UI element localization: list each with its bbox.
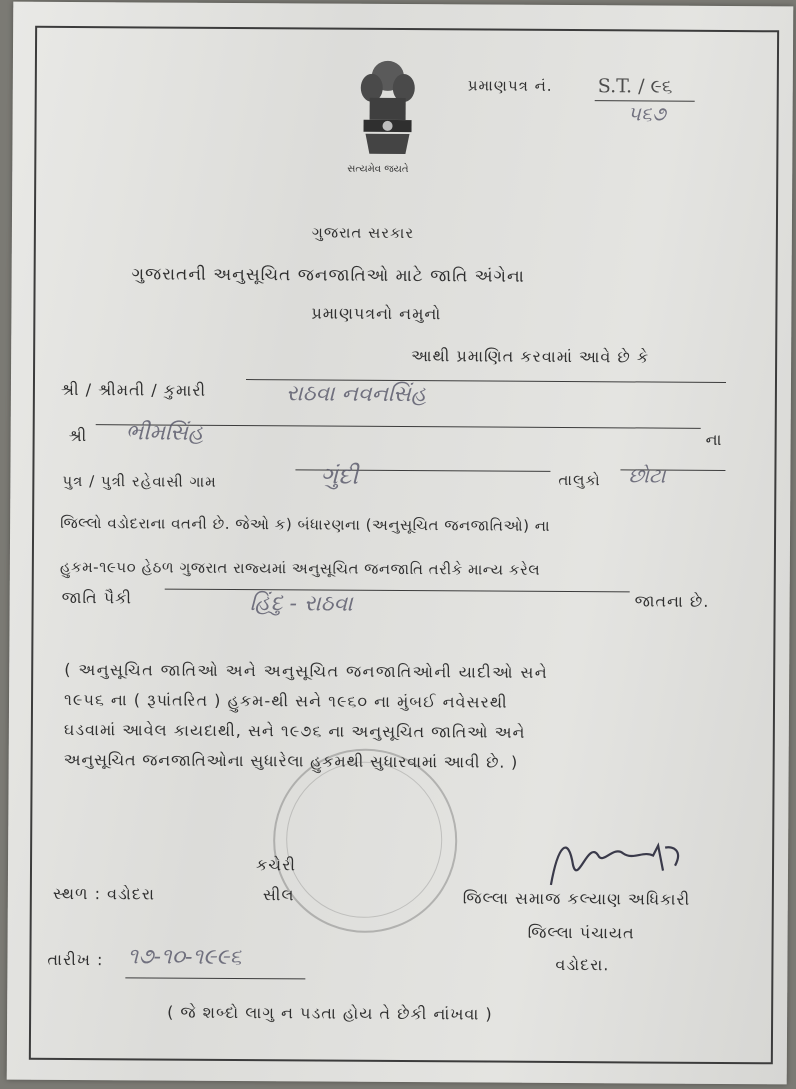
father-value: ભીમસિંહ: [125, 420, 204, 446]
officer-signature-icon: [543, 825, 693, 896]
officer-title-line-2: જિલ્લા પંચાયત: [527, 922, 635, 943]
date-label: તારીખ :: [47, 949, 104, 970]
order-line: હુકમ-૧૯૫૦ હેઠળ ગુજરાત રાજ્યમાં અનુસૂચિત જનજાતિ તરીકે માન્ય કરેલ: [59, 557, 541, 579]
certificate-sheet: [7, 2, 794, 1085]
taluka-value: છોટા: [628, 463, 666, 488]
certificate-number-value: S.T. / ૯૬: [597, 75, 673, 98]
caste-suffix: જાતના છે.: [634, 591, 710, 611]
strike-instruction-note: ( જે શબ્દો લાગુ ન પડતા હોય તે છેકી નાંખવા ): [167, 1002, 493, 1024]
place-label: સ્થળ : વડોદરા: [52, 883, 156, 904]
national-emblem-icon: [347, 54, 428, 179]
father-label: શ્રી: [68, 425, 88, 446]
name-label: શ્રી / શ્રીમતી / કુમારી: [60, 379, 207, 400]
intro-text: આથી પ્રમાણિત કરવામાં આવે છે કે: [411, 346, 650, 367]
certificate-number-value-2: ૫૬૭: [627, 101, 666, 126]
officer-title-line-3: વડોદરા.: [555, 954, 610, 975]
emblem-motto: સત્યમેવ જયતે: [347, 163, 409, 176]
taluka-label: તાલુકો: [558, 470, 601, 490]
name-value: રાઠવા નવનસિંહ: [285, 381, 427, 408]
note-line-1: ( અનુસૂચિત જાતિઓ અને અનુસૂચિત જનજાતિઓની યાદીઓ સને: [64, 659, 549, 682]
father-suffix: ના: [705, 429, 723, 449]
note-line-4: અનુસૂચિત જનજાતિઓના સુધારેલા હુકમથી સુધારવામાં આવી છે. ): [63, 749, 519, 772]
title-line-3: પ્રમાણપત્રનો નમુનો: [311, 303, 442, 324]
note-line-3: ઘડવામાં આવેલ કાયદાથી, સને ૧૯૭૬ ના અનુસૂચિત જાતિઓ અને: [63, 719, 526, 742]
note-line-2: ૧૯૫૬ ના ( રૂપાંતરિત ) હુકમ-થી સને ૧૯૬૦ ના મુંબઈ નવેસરથી: [63, 689, 508, 712]
title-line-1: ગુજરાત સરકાર: [311, 223, 415, 243]
caste-value: હિંદુ - રાઠવા: [249, 591, 353, 617]
date-value: ૧૭-૧૦-૧૯૯૬: [127, 944, 242, 971]
title-line-2: ગુજરાતની અનુસૂચિત જનજાતિઓ માટે જાતિ અંગેના: [131, 264, 525, 287]
certificate-number-label: પ્રમાણપત્ર નં.: [467, 76, 553, 95]
office-label: કચેરી: [255, 855, 297, 875]
district-line: જિલ્લો વડોદરાના વતની છે. જેઓ ક) બંધારણના (અનુસૂચિત જનજાતિઓ) ના: [60, 513, 551, 535]
seal-label: સીલ: [262, 885, 295, 905]
office-seal-inner-ring: [286, 761, 443, 918]
officer-title-line-1: જિલ્લા સમાજ કલ્યાણ અધિકારી: [462, 888, 691, 909]
village-value: ગુંદી: [320, 461, 359, 490]
village-label: પુત્ર / પુત્રી રહેવાસી ગામ: [62, 471, 217, 491]
caste-label: જાતિ પૈકી: [61, 587, 133, 608]
